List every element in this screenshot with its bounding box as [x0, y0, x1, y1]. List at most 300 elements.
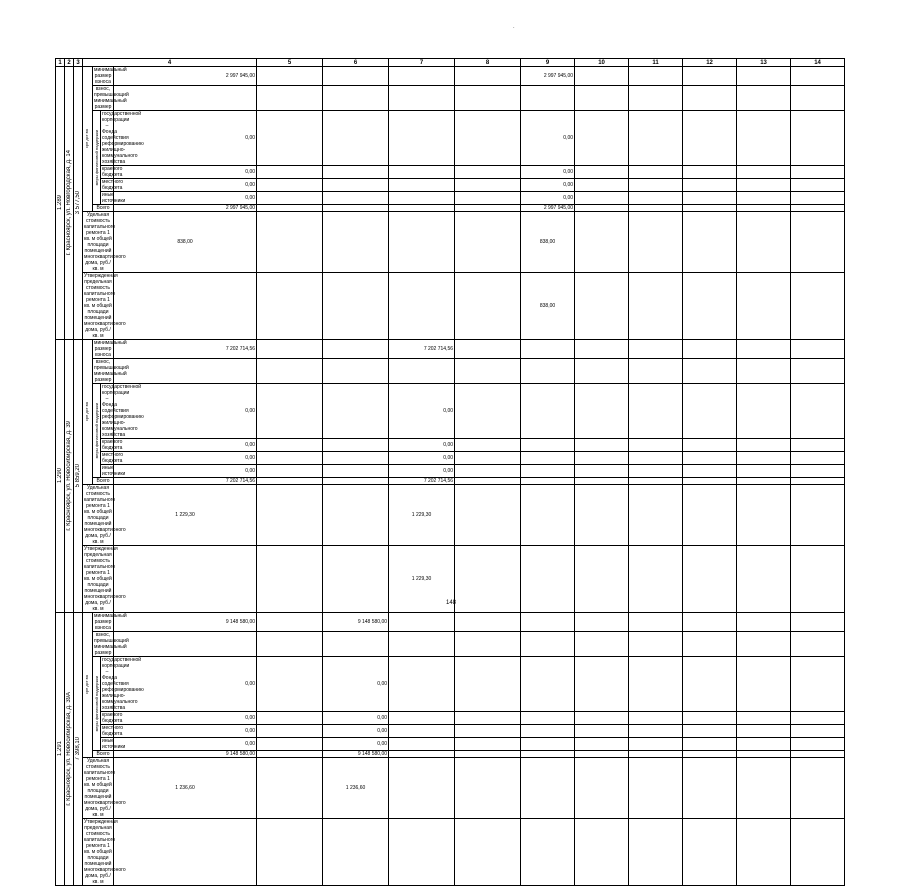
empty-cell	[389, 166, 455, 179]
table-row	[56, 751, 845, 758]
empty-cell	[323, 192, 389, 205]
empty-cell	[455, 439, 521, 452]
page-number: 148	[446, 600, 457, 606]
value-cell: 0,00	[521, 111, 575, 166]
empty-cell	[629, 67, 683, 86]
financial-support-text: меры финансовой поддержки	[94, 675, 99, 732]
row-label-unit: Удельная стоимость капитального ремонта 1 кв. м общей площади помещений многоквартирного дома, руб./кв. м	[84, 212, 126, 272]
empty-cell	[389, 179, 455, 192]
empty-cell	[575, 712, 629, 725]
table-row	[56, 613, 845, 632]
empty-cell	[683, 657, 737, 712]
empty-cell	[114, 86, 257, 111]
empty-cell	[575, 725, 629, 738]
funding-sources-text: сре дст ва	[84, 129, 89, 149]
empty-cell	[521, 613, 575, 632]
empty-cell	[455, 478, 521, 485]
value-cell: 1 236,60	[323, 758, 389, 819]
object-address	[65, 613, 74, 886]
empty-cell	[791, 111, 845, 166]
empty-cell	[629, 273, 683, 340]
row-label-over: взнос, превышающий минимальный размер	[94, 359, 129, 383]
empty-cell	[521, 738, 575, 751]
empty-cell	[629, 205, 683, 212]
empty-cell	[629, 613, 683, 632]
empty-cell	[114, 632, 257, 657]
empty-cell	[629, 212, 683, 273]
empty-cell	[257, 205, 323, 212]
empty-cell	[389, 111, 455, 166]
empty-cell	[521, 439, 575, 452]
empty-cell	[629, 725, 683, 738]
empty-cell	[114, 819, 257, 886]
empty-cell	[521, 384, 575, 439]
empty-cell	[683, 465, 737, 478]
empty-cell	[791, 465, 845, 478]
object-number-text: 1.291	[57, 741, 63, 757]
empty-cell	[737, 758, 791, 819]
empty-cell	[683, 485, 737, 546]
empty-cell	[575, 273, 629, 340]
empty-cell	[257, 725, 323, 738]
table-row	[56, 819, 845, 886]
value-cell: 1 236,60	[114, 758, 257, 819]
value-cell: 2 997 945,00	[521, 67, 575, 86]
empty-cell	[257, 657, 323, 712]
table-row	[56, 273, 845, 340]
empty-cell	[521, 546, 575, 613]
row-label-corp: государственной корпорации – Фонда содействия реформированию жилищно-коммунального хозяйства	[102, 657, 144, 711]
empty-cell	[683, 712, 737, 725]
empty-cell	[389, 632, 455, 657]
empty-cell	[455, 632, 521, 657]
empty-cell	[455, 452, 521, 465]
empty-cell	[575, 67, 629, 86]
row-label-limit: Утвержденная предельная стоимость капитального ремонта 1 кв. м общей площади помещений многоквартирного дома, руб./кв. м	[84, 819, 126, 885]
value-cell: 2 997 945,00	[521, 205, 575, 212]
empty-cell	[521, 725, 575, 738]
empty-cell	[575, 192, 629, 205]
empty-cell	[683, 67, 737, 86]
value-cell: 0,00	[389, 465, 455, 478]
value-cell: 1 229,30	[389, 485, 455, 546]
value-cell: 0,00	[389, 452, 455, 465]
empty-cell	[257, 738, 323, 751]
empty-cell	[257, 192, 323, 205]
empty-cell	[323, 340, 389, 359]
empty-cell	[455, 725, 521, 738]
row-label-mest: местного бюджета	[102, 725, 124, 737]
empty-cell	[629, 819, 683, 886]
funding-sources-label	[83, 67, 93, 212]
empty-cell	[683, 192, 737, 205]
table-row	[56, 758, 845, 819]
capital-repair-table	[55, 58, 845, 886]
empty-cell	[257, 111, 323, 166]
empty-cell	[389, 712, 455, 725]
header-cell: 9	[521, 59, 575, 67]
empty-cell	[257, 613, 323, 632]
empty-cell	[737, 192, 791, 205]
value-cell: 7 202 714,56	[389, 478, 455, 485]
header-cell: 10	[575, 59, 629, 67]
row-label-krai: краевого бюджета	[102, 166, 123, 178]
empty-cell	[257, 340, 323, 359]
empty-cell	[257, 758, 323, 819]
empty-cell	[389, 212, 455, 273]
empty-cell	[521, 478, 575, 485]
empty-cell	[323, 273, 389, 340]
header-cell: 8	[455, 59, 521, 67]
empty-cell	[521, 712, 575, 725]
value-cell: 9 148 580,00	[323, 613, 389, 632]
object-number-text: 1.289	[57, 195, 63, 211]
value-cell: 0,00	[114, 192, 257, 205]
empty-cell	[455, 751, 521, 758]
empty-cell	[323, 212, 389, 273]
empty-cell	[257, 384, 323, 439]
empty-cell	[323, 485, 389, 546]
row-label-mest: местного бюджета	[102, 179, 124, 191]
empty-cell	[323, 86, 389, 111]
empty-cell	[683, 758, 737, 819]
empty-cell	[455, 819, 521, 886]
financial-support-text: меры финансовой поддержки	[94, 129, 99, 186]
value-cell: 0,00	[114, 384, 257, 439]
empty-cell	[455, 86, 521, 111]
empty-cell	[323, 166, 389, 179]
empty-cell	[791, 546, 845, 613]
header-cell: 4	[83, 59, 257, 67]
empty-cell	[575, 613, 629, 632]
empty-cell	[455, 758, 521, 819]
empty-cell	[323, 632, 389, 657]
empty-cell	[521, 452, 575, 465]
row-label-min: минимальный размер взноса	[94, 340, 127, 358]
empty-cell	[575, 179, 629, 192]
table-row	[56, 340, 845, 359]
empty-cell	[521, 485, 575, 546]
table-row	[56, 439, 845, 452]
row-label-min: минимальный размер взноса	[94, 613, 127, 631]
row-label-total: Всего	[93, 205, 114, 212]
empty-cell	[629, 657, 683, 712]
empty-cell	[455, 738, 521, 751]
empty-cell	[683, 179, 737, 192]
empty-cell	[737, 738, 791, 751]
row-label-other: иные источники	[102, 738, 126, 750]
empty-cell	[575, 657, 629, 712]
empty-cell	[629, 359, 683, 384]
empty-cell	[737, 725, 791, 738]
empty-cell	[575, 819, 629, 886]
empty-cell	[323, 359, 389, 384]
empty-cell	[629, 384, 683, 439]
empty-cell	[575, 439, 629, 452]
empty-cell	[737, 751, 791, 758]
empty-cell	[575, 205, 629, 212]
empty-cell	[257, 179, 323, 192]
empty-cell	[737, 212, 791, 273]
empty-cell	[737, 111, 791, 166]
empty-cell	[455, 205, 521, 212]
value-cell: 0,00	[114, 712, 257, 725]
financial-support-label	[93, 111, 101, 205]
empty-cell	[683, 452, 737, 465]
empty-cell	[737, 439, 791, 452]
empty-cell	[323, 546, 389, 613]
empty-cell	[683, 613, 737, 632]
empty-cell	[791, 712, 845, 725]
row-label-min: минимальный размер взноса	[94, 67, 127, 85]
empty-cell	[737, 819, 791, 886]
empty-cell	[737, 632, 791, 657]
empty-cell	[791, 758, 845, 819]
row-label-limit: Утвержденная предельная стоимость капитального ремонта 1 кв. м общей площади помещений многоквартирного дома, руб./кв. м	[84, 546, 126, 612]
table-row	[56, 712, 845, 725]
header-cell: 13	[737, 59, 791, 67]
funding-sources-text: сре дст ва	[84, 402, 89, 422]
empty-cell	[455, 212, 521, 273]
empty-cell	[521, 86, 575, 111]
empty-cell	[455, 273, 521, 340]
empty-cell	[521, 359, 575, 384]
header-cell: 12	[683, 59, 737, 67]
empty-cell	[257, 359, 323, 384]
empty-cell	[737, 205, 791, 212]
empty-cell	[455, 546, 521, 613]
empty-cell	[575, 632, 629, 657]
empty-cell	[114, 546, 257, 613]
empty-cell	[455, 613, 521, 632]
empty-cell	[629, 439, 683, 452]
empty-cell	[389, 192, 455, 205]
empty-cell	[629, 111, 683, 166]
row-label-krai: краевого бюджета	[102, 439, 123, 451]
empty-cell	[455, 485, 521, 546]
empty-cell	[791, 452, 845, 465]
table-row	[56, 465, 845, 478]
object-area	[74, 340, 83, 613]
empty-cell	[683, 439, 737, 452]
empty-cell	[455, 179, 521, 192]
value-cell: 0,00	[323, 712, 389, 725]
empty-cell	[629, 179, 683, 192]
row-label-total: Всего	[93, 751, 114, 758]
empty-cell	[257, 273, 323, 340]
empty-cell	[629, 712, 683, 725]
empty-cell	[389, 205, 455, 212]
empty-cell	[683, 546, 737, 613]
value-cell: 7 202 714,56	[114, 340, 257, 359]
empty-cell	[737, 546, 791, 613]
value-cell: 1 229,30	[114, 485, 257, 546]
empty-cell	[737, 86, 791, 111]
row-label-over: взнос, превышающий минимальный размер	[94, 86, 129, 110]
empty-cell	[323, 205, 389, 212]
value-cell: 9 148 580,00	[323, 751, 389, 758]
empty-cell	[323, 452, 389, 465]
empty-cell	[389, 819, 455, 886]
empty-cell	[575, 758, 629, 819]
empty-cell	[791, 725, 845, 738]
row-label-mest: местного бюджета	[102, 452, 124, 464]
empty-cell	[521, 632, 575, 657]
header-cell: 11	[629, 59, 683, 67]
value-cell: 0,00	[323, 725, 389, 738]
value-cell: 0,00	[389, 384, 455, 439]
empty-cell	[575, 86, 629, 111]
empty-cell	[455, 465, 521, 478]
empty-cell	[114, 359, 257, 384]
empty-cell	[737, 179, 791, 192]
empty-cell	[575, 465, 629, 478]
value-cell: 0,00	[114, 452, 257, 465]
empty-cell	[257, 478, 323, 485]
empty-cell	[629, 452, 683, 465]
header-cell: 6	[323, 59, 389, 67]
empty-cell	[323, 478, 389, 485]
empty-cell	[683, 86, 737, 111]
empty-cell	[683, 273, 737, 340]
empty-cell	[521, 751, 575, 758]
empty-cell	[323, 111, 389, 166]
financial-support-label	[93, 657, 101, 751]
object-area	[74, 613, 83, 886]
empty-cell	[737, 657, 791, 712]
row-label-total: Всего	[93, 478, 114, 485]
empty-cell	[455, 712, 521, 725]
empty-cell	[257, 86, 323, 111]
empty-cell	[683, 738, 737, 751]
empty-cell	[683, 166, 737, 179]
value-cell: 0,00	[521, 166, 575, 179]
empty-cell	[455, 67, 521, 86]
empty-cell	[575, 384, 629, 439]
object-number	[56, 613, 65, 886]
row-label-over: взнос, превышающий минимальный размер	[94, 632, 129, 656]
empty-cell	[791, 738, 845, 751]
empty-cell	[575, 212, 629, 273]
empty-cell	[257, 712, 323, 725]
header-row	[56, 59, 845, 67]
value-cell: 838,00	[521, 273, 575, 340]
table-row	[56, 179, 845, 192]
table-row	[56, 738, 845, 751]
empty-cell	[737, 340, 791, 359]
empty-cell	[791, 273, 845, 340]
value-cell: 0,00	[389, 439, 455, 452]
empty-cell	[389, 359, 455, 384]
header-cell: 3	[74, 59, 83, 67]
table-row	[56, 359, 845, 384]
table-row	[56, 485, 845, 546]
empty-cell	[389, 751, 455, 758]
funding-sources-label	[83, 613, 93, 758]
empty-cell	[575, 340, 629, 359]
empty-cell	[737, 166, 791, 179]
empty-cell	[575, 738, 629, 751]
value-cell: 0,00	[114, 657, 257, 712]
header-cell: 14	[791, 59, 845, 67]
empty-cell	[257, 546, 323, 613]
value-cell: 2 997 945,00	[114, 205, 257, 212]
empty-cell	[257, 67, 323, 86]
empty-cell	[791, 819, 845, 886]
object-address-text: г. Красноярск, ул. Новосибирская, д. 39А	[66, 692, 72, 806]
empty-cell	[257, 632, 323, 657]
value-cell: 0,00	[323, 657, 389, 712]
empty-cell	[629, 758, 683, 819]
empty-cell	[791, 166, 845, 179]
header-cell: 1	[56, 59, 65, 67]
empty-cell	[629, 478, 683, 485]
empty-cell	[323, 465, 389, 478]
empty-cell	[575, 111, 629, 166]
empty-cell	[683, 340, 737, 359]
value-cell: 0,00	[521, 192, 575, 205]
empty-cell	[389, 725, 455, 738]
empty-cell	[737, 613, 791, 632]
empty-cell	[791, 359, 845, 384]
row-label-krai: краевого бюджета	[102, 712, 123, 724]
header-cell: 7	[389, 59, 455, 67]
empty-cell	[683, 819, 737, 886]
financial-support-label	[93, 384, 101, 478]
empty-cell	[323, 67, 389, 86]
value-cell: 0,00	[114, 725, 257, 738]
empty-cell	[389, 273, 455, 340]
table-row	[56, 205, 845, 212]
table-row	[56, 657, 845, 712]
empty-cell	[575, 751, 629, 758]
empty-cell	[683, 384, 737, 439]
funding-sources-label	[83, 340, 93, 485]
table-row	[56, 67, 845, 86]
empty-cell	[737, 712, 791, 725]
row-label-corp: государственной корпорации – Фонда содействия реформированию жилищно-коммунального хозяйства	[102, 384, 144, 438]
empty-cell	[683, 205, 737, 212]
empty-cell	[455, 111, 521, 166]
header-cell: 5	[257, 59, 323, 67]
object-area-text: 5 859,20	[75, 464, 81, 488]
empty-cell	[575, 546, 629, 613]
empty-cell	[389, 67, 455, 86]
empty-cell	[629, 485, 683, 546]
empty-cell	[683, 212, 737, 273]
value-cell: 2 997 945,00	[114, 67, 257, 86]
empty-cell	[323, 179, 389, 192]
empty-cell	[575, 452, 629, 465]
table-row	[56, 384, 845, 439]
value-cell: 0,00	[114, 465, 257, 478]
empty-cell	[683, 111, 737, 166]
table-row	[56, 452, 845, 465]
empty-cell	[791, 86, 845, 111]
speck-mark: ·	[513, 25, 515, 31]
empty-cell	[629, 166, 683, 179]
object-address-text: г. Красноярск, ул. Новгородская, д. 14	[66, 150, 72, 256]
empty-cell	[791, 478, 845, 485]
empty-cell	[737, 273, 791, 340]
empty-cell	[114, 273, 257, 340]
row-label-unit: Удельная стоимость капитального ремонта 1 кв. м общей площади помещений многоквартирного дома, руб./кв. м	[84, 485, 126, 545]
value-cell: 9 148 580,00	[114, 613, 257, 632]
empty-cell	[575, 166, 629, 179]
empty-cell	[683, 725, 737, 738]
financial-support-text: меры финансовой поддержки	[94, 402, 99, 459]
empty-cell	[389, 758, 455, 819]
